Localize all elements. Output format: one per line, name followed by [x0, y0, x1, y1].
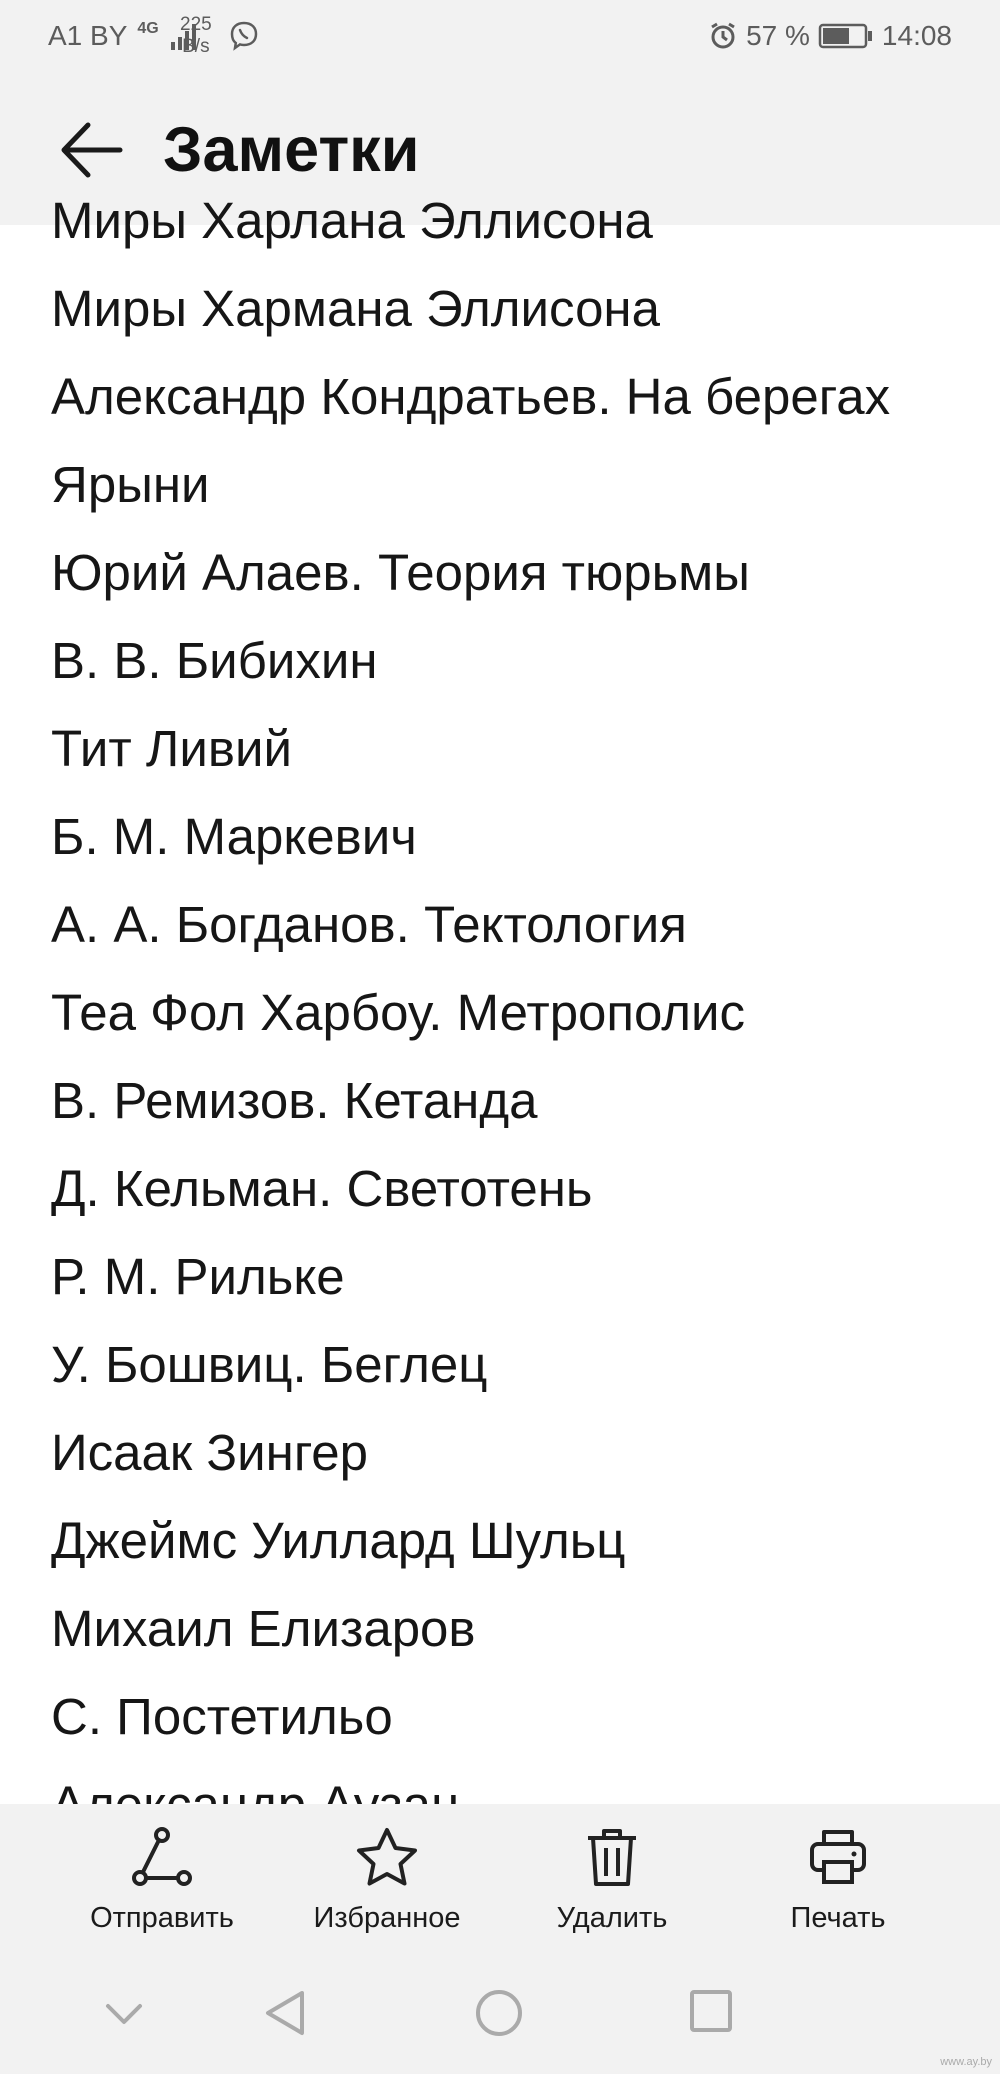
network-speed: 225 B/s — [180, 14, 212, 57]
favorite-label: Избранное — [313, 1902, 461, 1934]
system-nav-bar — [0, 1954, 1000, 2074]
network-label: 4G — [137, 20, 159, 37]
note-line: У. Бошвиц. Беглец — [51, 1336, 488, 1393]
status-left — [48, 20, 199, 52]
page-title: Заметки — [163, 115, 420, 185]
bottom-toolbar — [0, 1804, 1000, 1954]
note-line: С. Постетильо — [51, 1688, 393, 1745]
note-line: Тит Ливий — [51, 720, 292, 777]
battery-percent: 57 % — [746, 20, 810, 51]
note-line: Р. М. Рильке — [51, 1248, 345, 1305]
viber-icon — [228, 20, 260, 52]
share-icon — [130, 1826, 194, 1888]
send-label: Отправить — [90, 1902, 234, 1934]
note-line: Ярыни — [51, 456, 210, 513]
note-text — [51, 177, 890, 1849]
trash-icon — [580, 1826, 644, 1888]
note-line: Теа Фол Харбоу. Метрополис — [51, 984, 746, 1041]
printer-icon — [806, 1826, 870, 1888]
print-label: Печать — [790, 1902, 886, 1934]
note-line: Д. Кельман. Светотень — [51, 1160, 593, 1217]
note-line: Б. М. Маркевич — [51, 808, 417, 865]
nav-home-icon[interactable] — [474, 1988, 524, 2038]
note-content[interactable] — [0, 192, 1000, 1804]
note-line: Джеймс Уиллард Шульц — [51, 1512, 626, 1569]
favorite-button[interactable] — [287, 1826, 487, 1935]
note-line: Миры Хармана Эллисона — [51, 280, 660, 337]
note-line: Юрий Алаев. Теория тюрьмы — [51, 544, 750, 601]
carrier-label: A1 BY — [48, 20, 128, 51]
star-icon — [355, 1826, 419, 1888]
nav-recents-icon[interactable] — [688, 1988, 734, 2034]
status-right — [708, 20, 952, 52]
note-line: Миры Харлана Эллисона — [51, 192, 653, 249]
print-button[interactable] — [738, 1826, 938, 1935]
alarm-icon — [708, 21, 738, 51]
back-arrow-icon[interactable] — [56, 115, 126, 185]
status-bar — [0, 0, 1000, 75]
delete-label: Удалить — [556, 1902, 668, 1934]
chevron-down-icon[interactable] — [104, 2002, 144, 2026]
note-line: Исаак Зингер — [51, 1424, 369, 1481]
battery-icon — [818, 22, 874, 50]
note-line: Александр Кондратьев. На берегах — [51, 368, 891, 425]
watermark: www.ay.by — [940, 2056, 992, 2068]
delete-button[interactable] — [512, 1826, 712, 1935]
note-line: В. Ремизов. Кетанда — [51, 1072, 538, 1129]
note-line: В. В. Бибихин — [51, 632, 378, 689]
note-line: А. А. Богданов. Тектология — [51, 896, 687, 953]
send-button[interactable] — [62, 1826, 262, 1935]
clock: 14:08 — [881, 20, 952, 51]
nav-back-icon[interactable] — [262, 1988, 308, 2038]
note-line: Михаил Елизаров — [51, 1600, 476, 1657]
